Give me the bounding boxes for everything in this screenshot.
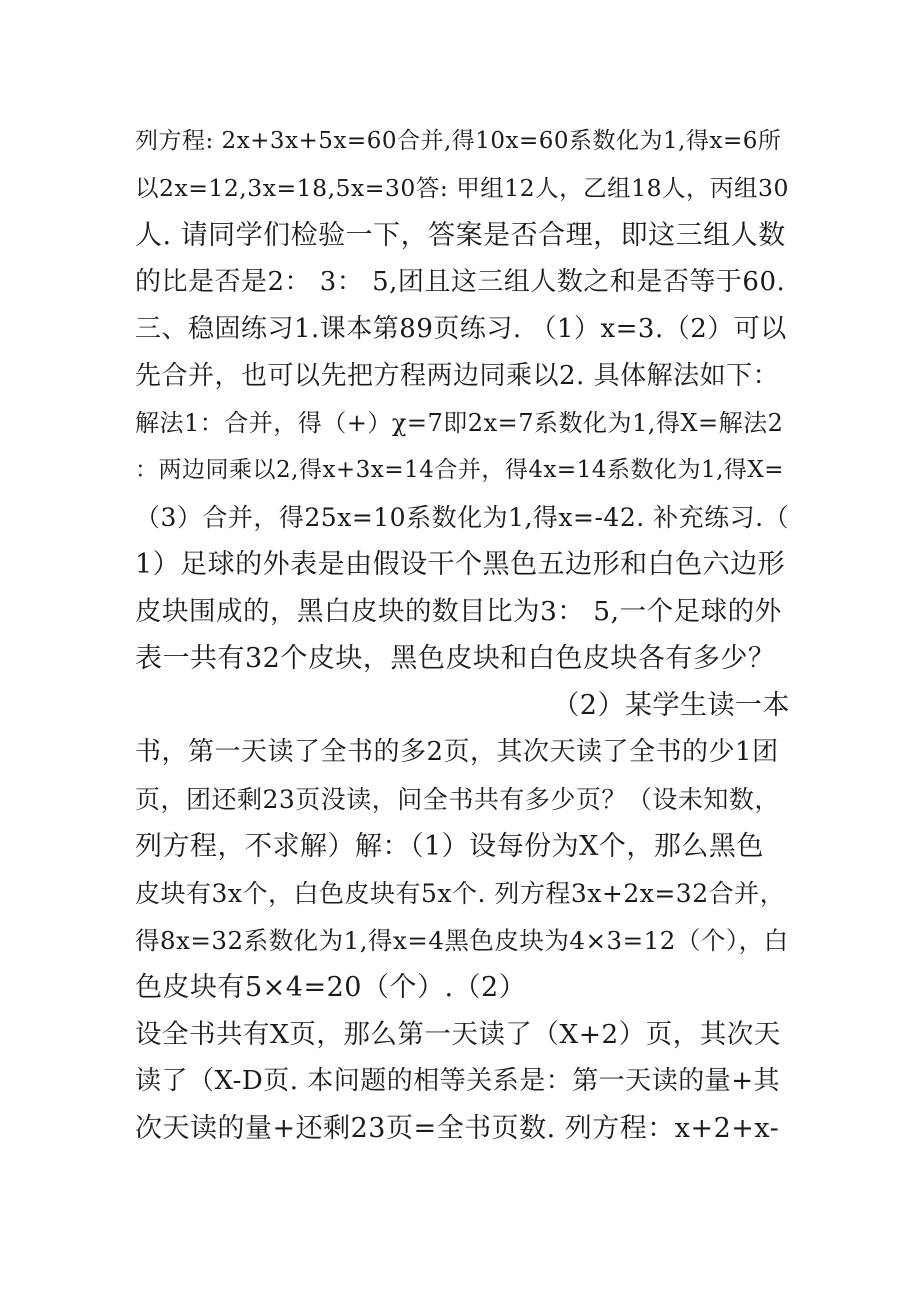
text-line-11: 皮块围成的，黑白皮块的数目比为3： 5,一个足球的外 [135,596,782,627]
text-line-22: 次天读的量+还剩23页=全书页数. 列方程：x+2+x- [135,1113,780,1144]
text-line-6: 先合并，也可以先把方程两边同乘以2. 具体解法如下： [135,361,780,391]
text-line-20: 设全书共有X页，那么第一天读了（X+2）页，其次天 [135,1019,781,1050]
text-line-19: 色皮块有5×4=20（个）.（2） [135,972,527,1003]
text-line-1: 列方程: 2x+3x+5x=60合并,得10x=60系数化为1,得x=6所 [135,128,782,154]
text-line-7: 解法1：合并，得（+）χ=7即2x=7系数化为1,得X=解法2 [135,409,784,437]
text-line-4: 的比是否是2： 3： 5,团且这三组人数之和是否等于60. [135,267,786,297]
text-line-5: 三、稳固练习1.课本第89页练习. （1）x=3.（2）可以 [135,314,787,344]
text-line-3: 人. 请同学们检验一下，答案是否合理，即这三组人数 [135,220,786,251]
document-body [135,118,790,1152]
text-line-14: 书，第一天读了全书的多2页，其次天读了全书的少1团 [135,737,779,767]
text-line-2: 以2x=12,3x=18,5x=30答: 甲组12人，乙组18人，丙组30 [135,174,789,202]
text-line-18: 得8x=32系数化为1,得x=4黑色皮块为4×3=12（个），白 [135,926,789,955]
text-line-12: 表一共有32个皮块，黑色皮块和白色皮块各有多少？ [135,643,776,674]
text-line-15: 页，团还剩23页没读，问全书共有多少页？（设未知数， [135,785,780,814]
text-line-10: 1）足球的外表是由假设干个黑色五边形和白色六边形 [135,549,786,580]
text-line-17: 皮块有3x个，白色皮块有5x个. 列方程3x+2x=32合并， [135,879,786,908]
text-line-8: ：两边同乘以2,得x+3x=14合并，得4x=14系数化为1,得X= [135,457,785,483]
text-line-13: （2）某学生读一本 [552,690,790,721]
text-line-16: 列方程，不求解）解：（1）设每份为X个，那么黑色 [135,831,764,862]
text-line-21: 读了（X-D页. 本问题的相等关系是：第一天读的量+其 [135,1066,781,1096]
text-line-9: （3）合并，得25x=10系数化为1,得x=-42. 补充练习.（ [135,503,790,532]
